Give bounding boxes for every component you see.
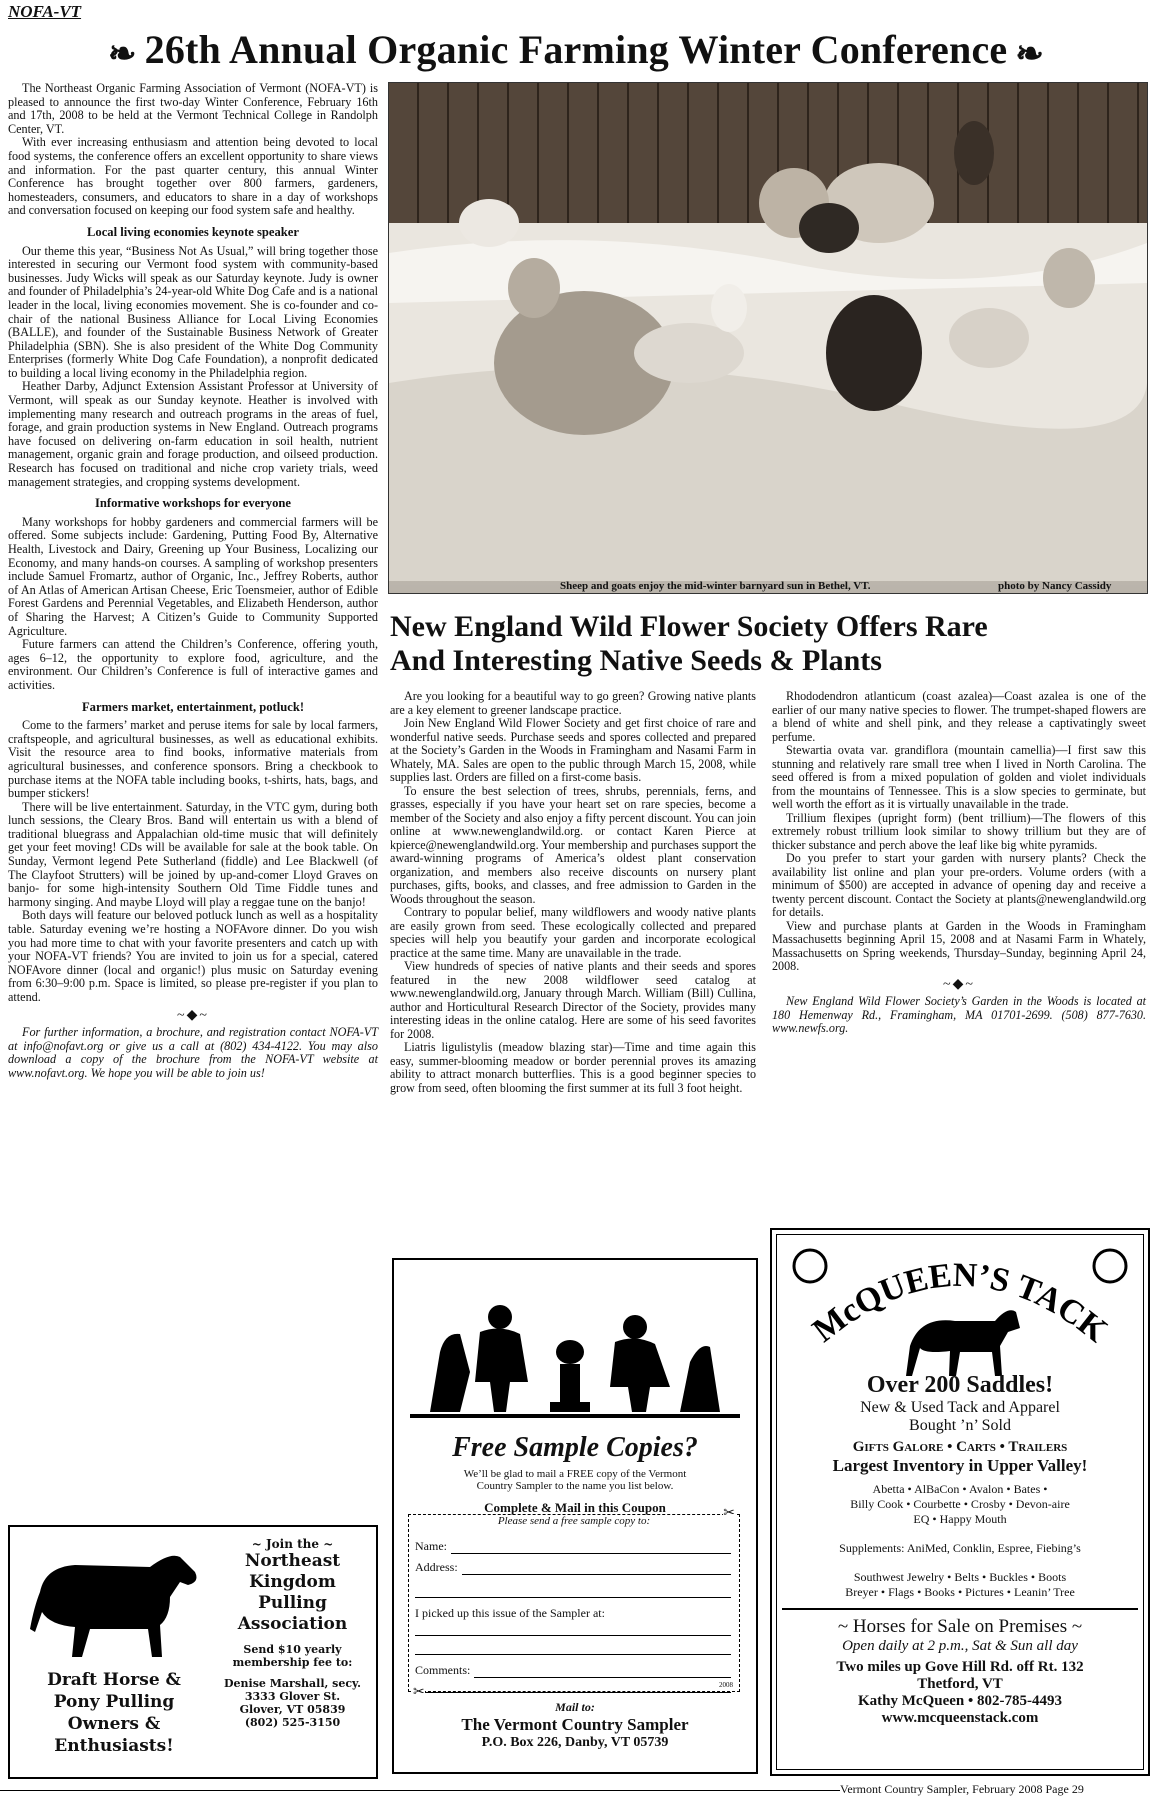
coupon-subtitle: Please send a free sample copy to:: [497, 1515, 651, 1527]
page-footer: Vermont Country Sampler, February 2008 Page 29: [840, 1782, 1084, 1796]
ad-free-sample-copies: [392, 1258, 758, 1774]
publication-name: The Vermont Country Sampler: [461, 1715, 689, 1734]
picked-field-line[interactable]: [415, 1640, 731, 1655]
draft-horse-icon: [20, 1537, 210, 1667]
ad-phone: (802) 525-3150: [244, 1716, 341, 1729]
address-field-line[interactable]: [415, 1585, 731, 1598]
sampler-title: Free Sample Copies?: [452, 1432, 698, 1463]
picked-label: I picked up this issue of the Sampler at:: [415, 1606, 605, 1620]
ad-line: Largest Inventory in Upper Valley!: [832, 1456, 1088, 1475]
headline-line: New England Wild Flower Society Offers Rare: [390, 610, 988, 643]
ad-fee: membership fee to:: [232, 1656, 353, 1669]
paragraph: Both days will feature our beloved potluck lunch as well as a hospitality table. Saturday evening we’re hosting a NOFAvore dinner. Do you wish you had more time to chat with your favorite presenters and catch up with your NOFA-VT friends? You are invited to join us for a special, catered NOFAvore dinner (local and organic!) plus music on Saturday evening from 6:30–9:00 p.m. Space is limited, so please pre-register if you plan to attend.: [8, 908, 378, 1004]
paragraph: Join New England Wild Flower Society and get first choice of rare and wonderful native seeds. Purchase seeds and spores collected and prepared at the Society’s Garden in the Woods in Framingham and Nasami Farm in Whately, MA. Sales are open to the public through March 15, 2008, while supplies last. Orders are filled on a first-come basis.: [390, 716, 756, 784]
paragraph: Contrary to popular belief, many wildflowers and woody native plants are easily grown from seed. These ecologically collected and prepared species will help you beautify your garden and incorporate ecological practice at the same time. Many are unavailable in the trade.: [390, 905, 756, 960]
paragraph: Heather Darby, Adjunct Extension Assistant Professor at University of Vermont, will speak as our Sunday keynote. Heather is involved with implementing many research and outreach programs in the areas of fuel, forage, and grain production systems in New England. Outreach programs have focused on delivering on-farm education in soil health, nutrient management, organic grain and forage production, and oilseed production. Research has focused on traditional and niche crop variety trials, weed management strategies, and cropping systems development.: [8, 379, 378, 489]
silhouette-illustration-icon: [410, 1272, 740, 1422]
ad-line: New & Used Tack and Apparel: [860, 1399, 1060, 1416]
footer-rule: [0, 1790, 840, 1791]
ad-directions: Thetford, VT: [917, 1676, 1003, 1692]
publication-address: P.O. Box 226, Danby, VT 05739: [481, 1735, 669, 1750]
ad-tagline: Draft Horse &: [47, 1670, 181, 1690]
comments-field-line[interactable]: [415, 1678, 731, 1693]
ad-address: 3333 Glover St.: [244, 1690, 341, 1703]
mcqueen-logo: [780, 1236, 1140, 1386]
ornament-divider: ~◆~: [177, 1007, 209, 1023]
wildflower-column-2: [772, 690, 1146, 1036]
paragraph: Future farmers can attend the Children’s Conference, offering youth, ages 6–12, the opportunity to explore food, agriculture, and the environment. Our Children’s Conference is full of interactive games and activities.: [8, 637, 378, 692]
photo-credit: photo by Nancy Cassidy: [998, 580, 1112, 592]
paragraph: Liatris ligulistylis (meadow blazing star)—Time and time again this easy, summer-blooming meadow or border perennial proves its amazing ability to attract monarch butterflies. This is a good beginner species to grow from seed, often blooming the first summer at its full 3 foot height.: [390, 1040, 756, 1095]
paragraph: Stewartia ovata var. grandiflora (mountain camellia)—I first saw this stunning and relatively rare small tree when I lived in North Carolina. The seed offered is from a mixed population of golden and violet individuals from the mountains of Tennessee. This is a slow species to germinate, but well worth the effort as it is virtually unavailable in the trade.: [772, 743, 1146, 811]
ad-tagline: Enthusiasts!: [54, 1736, 174, 1756]
ad-tagline: Owners &: [67, 1714, 161, 1734]
sampler-desc: Country Sampler to the name you list below.: [476, 1480, 674, 1492]
ad-brands: Abetta • AlBaCon • Avalon • Bates •: [872, 1482, 1048, 1496]
closing-note: New England Wild Flower Society’s Garden in the Woods is located at 180 Hemenway Rd., Framingham, MA 01701-2699. (508) 877-7630. www.newfs.org.: [772, 994, 1146, 1035]
nofa-article: [8, 82, 378, 1081]
wildflower-headline: [390, 610, 1150, 678]
ad-misc: Southwest Jewelry • Belts • Buckles • Boots: [853, 1570, 1067, 1584]
ad-org: Pulling: [258, 1593, 327, 1613]
comments-field[interactable]: [474, 1663, 731, 1678]
subheading: Local living economies keynote speaker: [87, 224, 299, 239]
ad-brands: Billy Cook • Courbette • Crosby • Devon-aire: [850, 1497, 1070, 1511]
paragraph: Come to the farmers’ market and peruse items for sale by local farmers, craftspeople, and agricultural businesses, as well as educational exhibits. Visit the resource area to find books, informative materials from agricultural businesses, and conference sponsors. Bring a checkbook to purchase items at the NOFA table including books, t-shirts, hats, bags, and bumper stickers!: [8, 718, 378, 801]
paragraph: Trillium flexipes (upright form) (bent trillium)—The flowers of this extremely robust trillium look similar to showy trillium but they are of thicker substance and perch above the leaf like big white pyramids.: [772, 810, 1146, 852]
name-field[interactable]: [451, 1539, 731, 1554]
ad-misc: Breyer • Flags • Books • Pictures • Leanin’ Tree: [845, 1585, 1075, 1599]
ad-contact-name: Denise Marshall, secy.: [223, 1677, 362, 1690]
headline-text: 26th Annual Organic Farming Winter Conference: [144, 27, 1008, 72]
photo-illustration: [389, 83, 1147, 581]
scissors-icon: ✂: [413, 1685, 425, 1700]
saddles-headline: Over 200 Saddles!: [866, 1372, 1054, 1398]
paragraph: Many workshops for hobby gardeners and commercial farmers will be offered. Some subjects include: Gardening, Putting Food By, Alternative Health, Livestock and Dairy, Greening up Your Business, Localizing our Economy, and many hands-on courses. A sampling of workshop presenters include Samuel Fromartz, author of Organic, Inc., Jeffrey Roberts, author of An Atlas of American Artisan Cheese, Eric Toensmeier, author of Edible Forest Gardens and Perennial Vegetables, and Elizabeth Henderson, author of Sharing the Harvest; A Citizen’s Guide to Community Supported Agriculture.: [8, 514, 378, 638]
mail-to: Mail to:: [555, 1700, 595, 1714]
ad-org: Kingdom: [249, 1572, 336, 1592]
ad-pulling-association: [8, 1525, 378, 1779]
ad-org: Northeast: [244, 1551, 341, 1571]
section-tag: NOFA-VT: [8, 2, 82, 21]
address-field[interactable]: [462, 1560, 731, 1575]
ad-org: Association: [237, 1614, 348, 1634]
name-label: Name:: [415, 1539, 447, 1553]
ad-mcqueens-tack: [770, 1228, 1150, 1776]
address-label: Address:: [415, 1560, 458, 1574]
ad-brands: EQ • Happy Mouth: [913, 1512, 1007, 1526]
ad-address: Glover, VT 05839: [239, 1703, 346, 1716]
ad-website: www.mcqueenstack.com: [881, 1710, 1039, 1726]
paragraph: There will be live entertainment. Saturday, in the VTC gym, during both lunch sessions, the Cleary Bros. Band will entertain us with a blend of traditional bluegrass and Appalachian old-time music that will definitely get your feet moving! CDs will be available for sale at the book table. On Sunday, Vermont legend Pete Sutherland (fiddle) and Lee Blackwell (of The Clayfoot Strutters) will be joined by up-and-comer Lloyd Graves on banjo- for some high-intensity Southern Old Time Fiddle tunes and harmony singing. And maybe Lloyd will play a reggae tune on the banjo!: [8, 799, 378, 909]
paragraph: Are you looking for a beautiful way to go green? Growing native plants are a key element to greener landscape practice.: [390, 689, 756, 717]
headline-line: And Interesting Native Seeds & Plants: [390, 644, 882, 677]
paragraph: View hundreds of species of native plants and their seeds and spores featured in the new 2008 wildflower seed catalog at www.newenglandwild.org, January through March. William (Bill) Cullina, author and Horticultural Research Director of the Society, provides many interesting ideas in the online catalog. Here are some of his seed favorites for 2008.: [390, 959, 756, 1041]
ad-line: Bought ’n’ Sold: [909, 1417, 1011, 1434]
coupon-year: 2008: [719, 1681, 733, 1689]
scissors-icon: ✂: [723, 1506, 735, 1521]
paragraph: With ever increasing enthusiasm and attention being devoted to local food systems, the conference offers an excellent opportunity to share views and information. For the past quarter century, this annual Winter Conference has brought together over 800 farmers, gardeners, homesteaders, consumers, and educators to share in a day of workshops and conversation focused on keeping our food system safe and healthy.: [8, 135, 378, 218]
horses-for-sale: ~ Horses for Sale on Premises ~: [837, 1616, 1083, 1637]
photo-caption: Sheep and goats enjoy the mid-winter barnyard sun in Bethel, VT.: [560, 580, 871, 592]
ornament-divider: ~◆~: [943, 976, 975, 992]
sampler-desc: We’ll be glad to mail a FREE copy of the Vermont: [463, 1468, 687, 1480]
ad-hours: Open daily at 2 p.m., Sat & Sun all day: [842, 1638, 1078, 1654]
wildflower-column-1: [390, 690, 756, 1095]
paragraph: The Northeast Organic Farming Association of Vermont (NOFA-VT) is pleased to announce the first two-day Winter Conference, February 16th and 17th, 2008 to be held at the Vermont Technical College in Randolph Center, VT.: [8, 81, 378, 136]
paragraph: Rhododendron atlanticum (coast azalea)—Coast azalea is one of the earlier of our many native species to flower. The trumpet-shaped flowers are a blend of white and shell pink, and they release a captivatingly sweet perfume.: [772, 689, 1146, 744]
paragraph: To ensure the best selection of trees, shrubs, perennials, ferns, and grasses, especially if you have your heart set on rare species, become a member of the Society and also enjoy a fifty percent discount. You can join online at www.newenglandwild.org. or contact Karen Pierce at kpierce@newenglandwild.org. Your membership and purchases support the award-winning programs of America’s oldest plant conservation organization, and members also receive discounts on nursery plant purchases, gifts, books, and classes, and free admission to Garden in the Woods throughout the season.: [390, 783, 756, 906]
sheep-goats-photo: [388, 82, 1148, 594]
subheading: Informative workshops for everyone: [95, 496, 291, 511]
ornament-left-icon: ❧: [107, 35, 137, 73]
brand-arc-text: McQUEEN’S TACK: [806, 1256, 1115, 1350]
ad-send: Send $10 yearly: [243, 1643, 342, 1656]
ad-tagline: Pony Pulling: [53, 1692, 175, 1712]
ad-line: Gifts Galore • Carts • Trailers: [852, 1439, 1068, 1455]
ad-contact: Kathy McQueen • 802-785-4493: [858, 1693, 1062, 1709]
comments-label: Comments:: [415, 1663, 471, 1677]
ad-supplements: Supplements: AniMed, Conklin, Espree, Fiebing’s: [839, 1541, 1081, 1555]
main-headline: [0, 26, 1152, 74]
paragraph: View and purchase plants at Garden in the Woods in Framingham Massachusetts beginning April 15, 2008 and at Nasami Farm in Whately, Massachusetts on Spring weekends, Thursday–Sunday, beginning April 24, 2008.: [772, 918, 1146, 973]
ornament-right-icon: ❧: [1015, 35, 1045, 73]
ad-join: ~ Join the ~: [251, 1537, 334, 1551]
ad-directions: Two miles up Gove Hill Rd. off Rt. 132: [836, 1659, 1084, 1675]
subheading: Farmers market, entertainment, potluck!: [81, 699, 305, 714]
paragraph: Do you prefer to start your garden with nursery plants? Check the availability list online and plan your pre-orders. Volume orders (with a minimum of $500) are accepted in advance of opening day and receive a twenty percent discount. Contact the Society at plants@newenglandwild.org for details.: [772, 851, 1146, 919]
coupon-title: Complete & Mail in this Coupon: [484, 1500, 666, 1515]
paragraph: Our theme this year, “Business Not As Usual,” will bring together those interested in securing our Vermont food system with community-based businesses. Judy Wicks will speak as our Saturday keynote. Judy is owner and founder of Philadelphia’s 24-year-old White Dog Cafe and is a national leader in the local, living economies movement. She is co-founder and co-chair of the national Business Alliance for Local Living Economies (BALLE), and founder of the Sustainable Business Network of Greater Philadelphia (SBN). She is also president of the White Dog Community Enterprises (formerly White Dog Cafe Foundation), a nonprofit dedicated to building a local living economy in the Philadelphia region.: [8, 243, 378, 380]
picked-field[interactable]: [415, 1621, 731, 1636]
closing-note: For further information, a brochure, and registration contact NOFA-VT at info@nofavt.org or give us a call at (802) 434-4122. You may also download a copy of the brochure from the NOFA-VT website at www.nofavt.org. We hope you will be able to join us!: [8, 1025, 378, 1080]
